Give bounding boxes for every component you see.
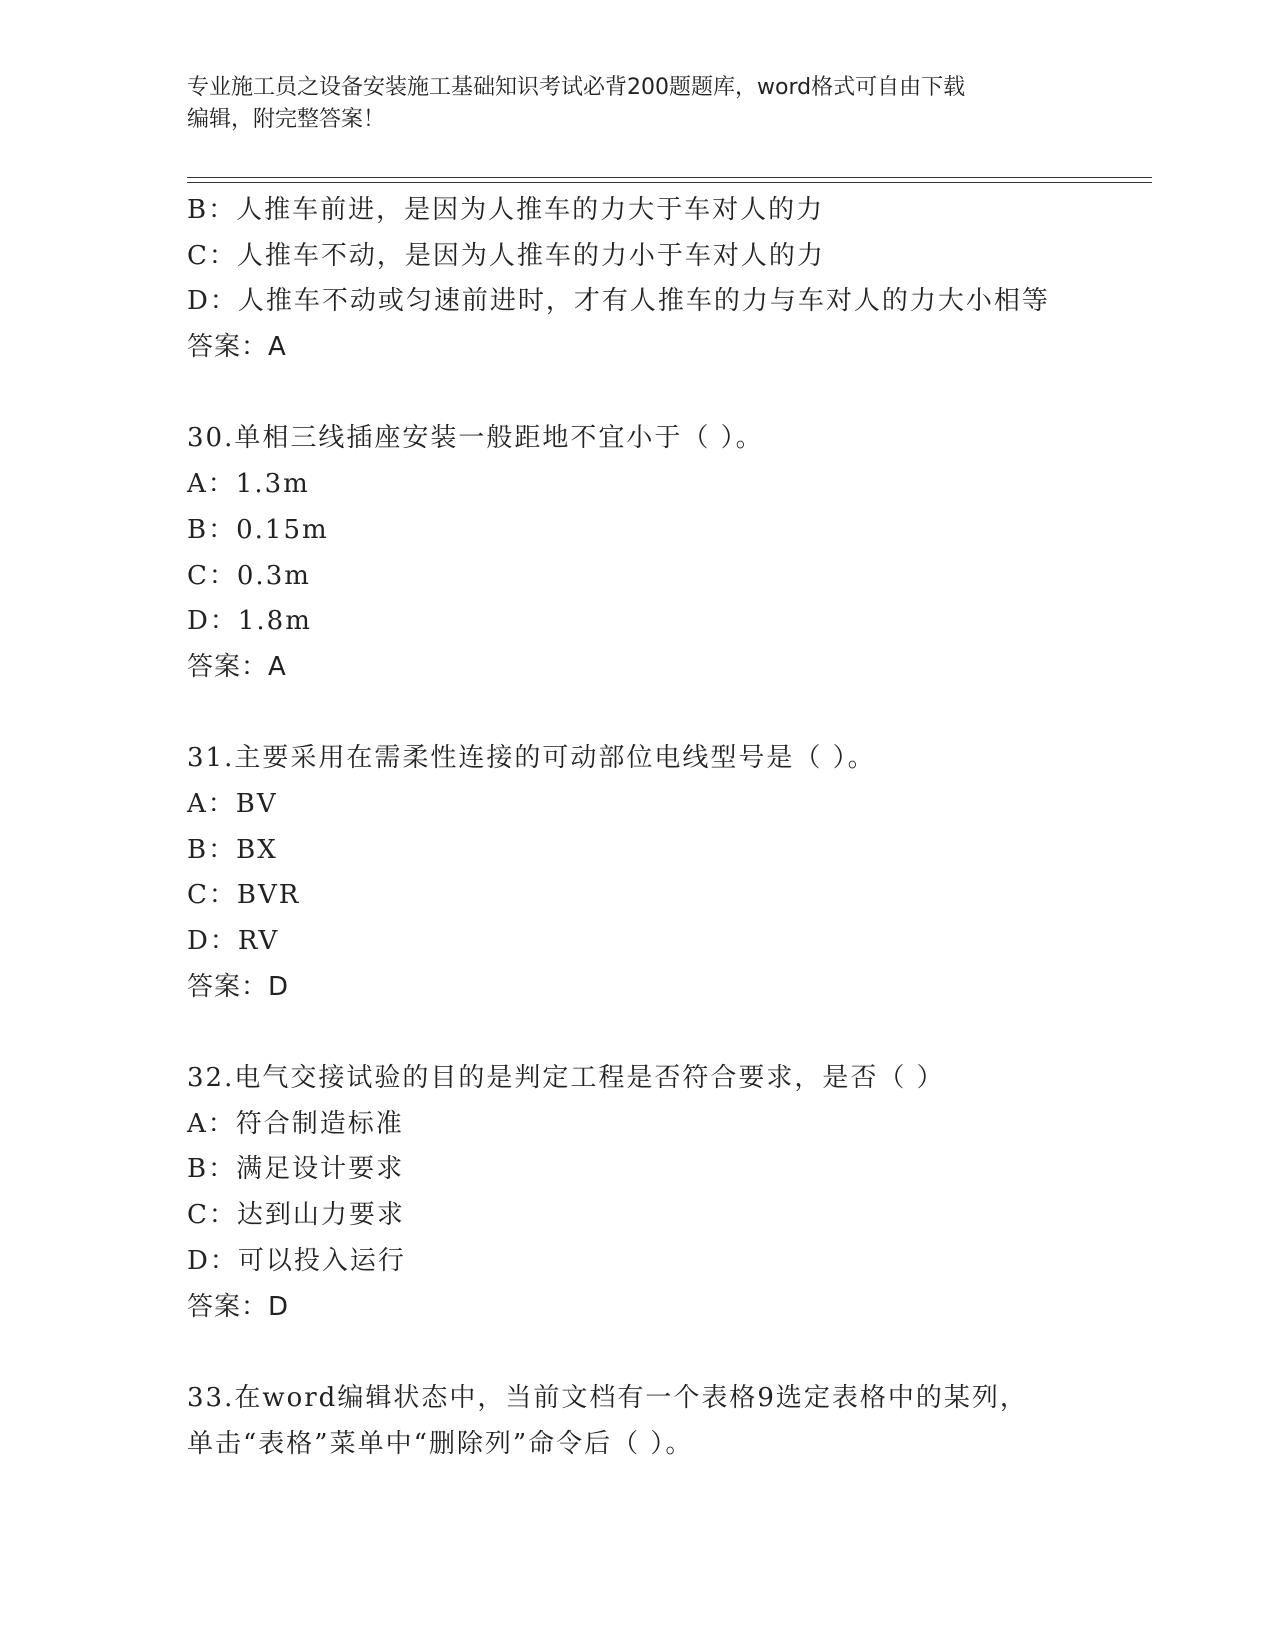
header-divider-top: [187, 177, 1152, 178]
option-b: B：满足设计要求: [187, 1154, 405, 1185]
answer: 答案：A: [187, 651, 287, 682]
question-33: [187, 1376, 1167, 1467]
question-31: [187, 736, 1167, 1010]
option-b: B：人推车前进，是因为人推车的力大于车对人的力: [187, 195, 825, 225]
option-a: A：符合制造标准: [187, 1108, 404, 1139]
question-32: [187, 1056, 1167, 1330]
spacer: [187, 1010, 1167, 1056]
header-title-line-2: 编辑，附完整答案！: [187, 107, 386, 132]
answer: 答案：A: [187, 332, 287, 363]
option-c: C：0.3m: [187, 560, 311, 591]
option-c: C：人推车不动，是因为人推车的力小于车对人的力: [187, 240, 825, 271]
option-a: A：BV: [187, 788, 278, 819]
spacer: [187, 691, 1167, 737]
question-30: [187, 416, 1167, 690]
question-stem: 31.主要采用在需柔性连接的可动部位电线型号是（ ）。: [187, 743, 876, 774]
document-header: [187, 72, 1087, 136]
question-stem-line-2: 单击“表格”菜单中“删除列”命令后（ ）。: [187, 1428, 694, 1459]
option-d: D：RV: [187, 926, 280, 956]
question-list: [187, 188, 1167, 1467]
question-stem: 32.电气交接试验的目的是判定工程是否符合要求，是否（ ）: [187, 1063, 945, 1094]
question-29-continued: [187, 188, 1167, 371]
spacer: [187, 371, 1167, 417]
question-stem-line-1: 33.在word编辑状态中，当前文档有一个表格9选定表格中的某列，: [187, 1382, 1028, 1413]
option-d: D：人推车不动或匀速前进时，才有人推车的力与车对人的力大小相等: [187, 286, 1050, 317]
header-title-line-1: 专业施工员之设备安装施工基础知识考试必背200题题库，word格式可自由下载: [187, 75, 966, 100]
spacer: [187, 1330, 1167, 1376]
answer: 答案：D: [187, 971, 290, 1002]
option-b: B：BX: [187, 834, 278, 865]
option-c: C：BVR: [187, 880, 301, 911]
header-divider-bottom: [187, 182, 1152, 183]
option-c: C：达到山力要求: [187, 1200, 405, 1231]
option-a: A：1.3m: [187, 469, 310, 500]
option-d: D：1.8m: [187, 606, 312, 637]
option-d: D：可以投入运行: [187, 1245, 406, 1276]
question-stem: 30.单相三线插座安装一般距地不宜小于（ ）。: [187, 423, 764, 454]
option-b: B：0.15m: [187, 514, 329, 545]
answer: 答案：D: [187, 1291, 290, 1322]
